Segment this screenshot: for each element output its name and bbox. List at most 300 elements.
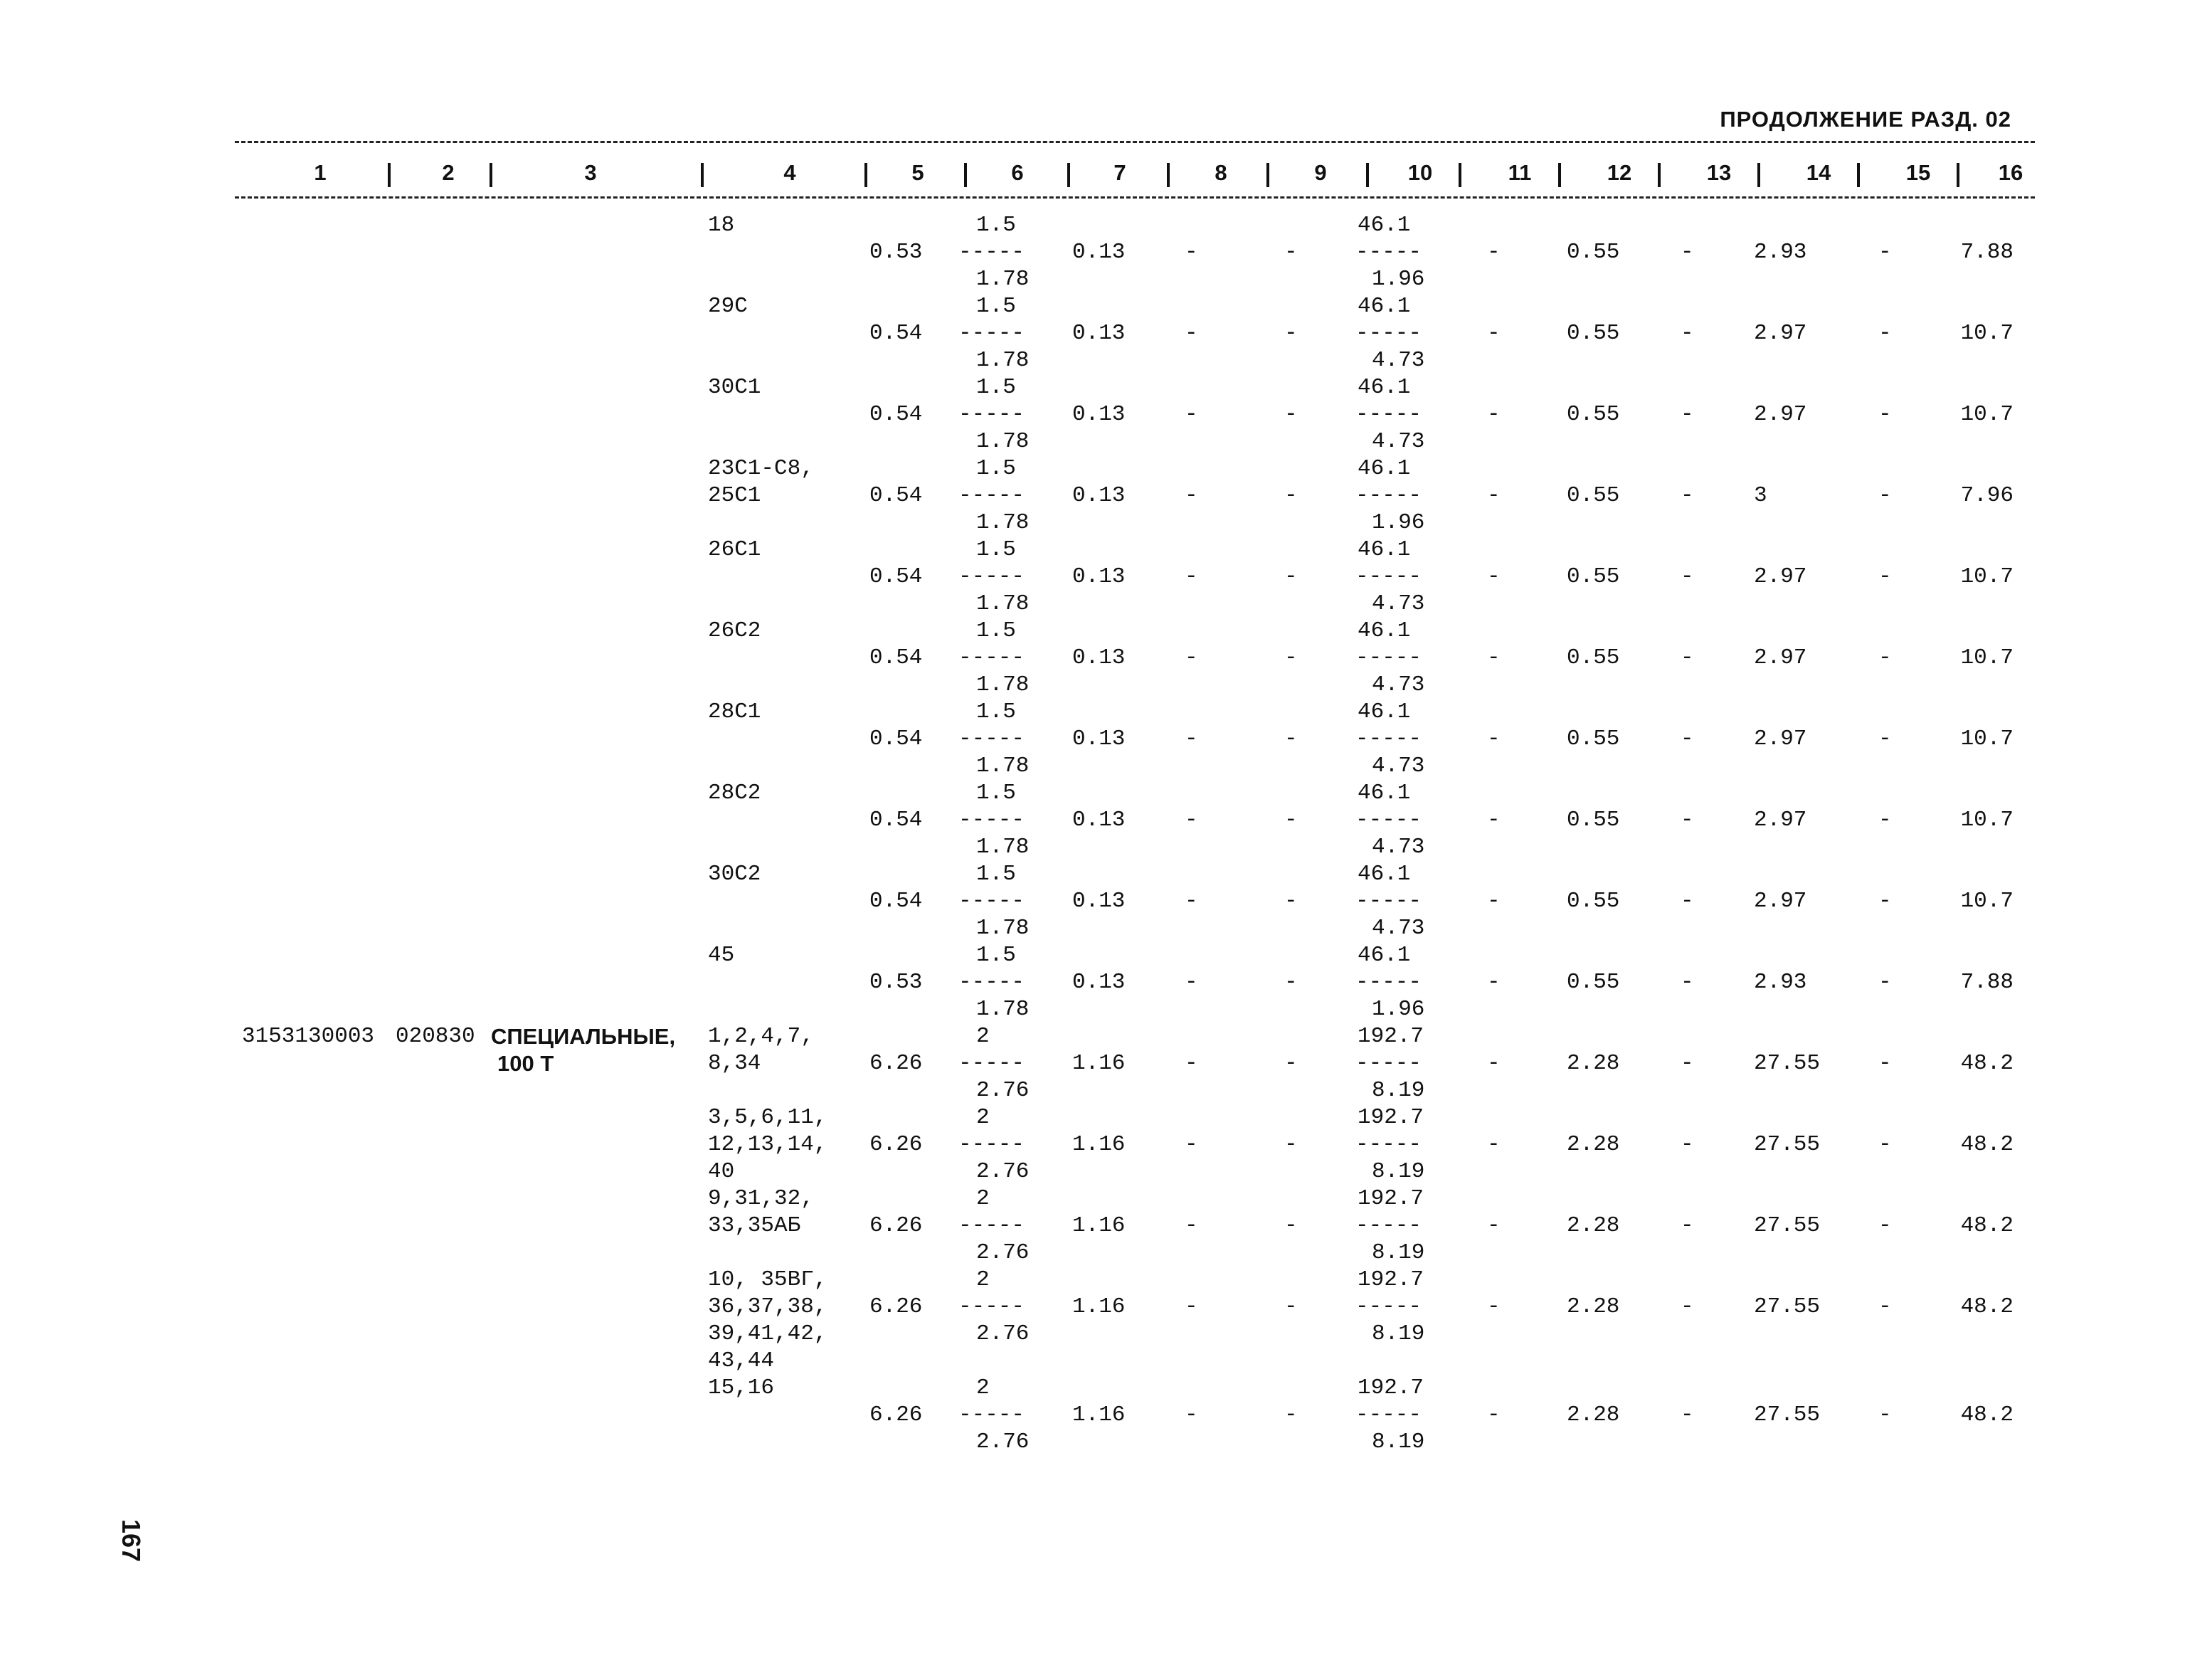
cell-col10-numerator: 192.7 (1358, 1267, 1424, 1292)
cell-col6-denominator: 2.76 (976, 1078, 1030, 1103)
cell-col14: 2.97 (1754, 564, 1807, 589)
cell-col13: - (1681, 727, 1694, 751)
cell-col10-fraction-bar: ----- (1355, 808, 1422, 833)
cell-col16: 48.2 (1960, 1294, 2014, 1319)
cell-col6-numerator: 2 (976, 1375, 990, 1400)
cell-col4-line: 26С1 (708, 537, 761, 562)
cell-col5: 6.26 (869, 1402, 923, 1427)
cell-col4-line: 23С1-С8, (708, 456, 814, 481)
cell-col7: 1.16 (1072, 1213, 1126, 1238)
cell-col10-denominator: 8.19 (1372, 1321, 1425, 1346)
cell-col6-denominator: 1.78 (976, 267, 1030, 292)
cell-col6-denominator: 2.76 (976, 1430, 1030, 1454)
cell-col7: 1.16 (1072, 1294, 1126, 1319)
column-header-row (235, 160, 2035, 191)
table-row (0, 1267, 2185, 1375)
cell-col7: 0.13 (1072, 321, 1126, 346)
cell-col13: - (1681, 970, 1694, 995)
cell-col9: - (1284, 1294, 1298, 1319)
cell-col10-denominator: 8.19 (1372, 1430, 1425, 1454)
column-separator (701, 163, 704, 187)
cell-col9: - (1284, 808, 1298, 833)
column-header-3: 3 (584, 160, 597, 185)
cell-col10-numerator: 46.1 (1358, 943, 1411, 968)
cell-col10-denominator: 4.73 (1372, 672, 1425, 697)
cell-col13: - (1681, 1051, 1694, 1076)
cell-col12: 2.28 (1567, 1132, 1620, 1157)
cell-col9: - (1284, 1132, 1298, 1157)
cell-col6-denominator: 1.78 (976, 997, 1030, 1022)
cell-col14: 3 (1754, 483, 1767, 508)
cell-col8: - (1185, 1402, 1198, 1427)
column-header-1: 1 (314, 160, 327, 185)
cell-col6-denominator: 1.78 (976, 672, 1030, 697)
cell-col7: 0.13 (1072, 564, 1126, 589)
column-separator (964, 163, 967, 187)
cell-col13: - (1681, 240, 1694, 265)
cell-col6-numerator: 1.5 (976, 943, 1016, 968)
column-header-9: 9 (1314, 160, 1327, 185)
cell-col7: 0.13 (1072, 402, 1126, 427)
cell-col6-fraction-bar: ----- (958, 1402, 1025, 1427)
cell-col14: 27.55 (1754, 1213, 1821, 1238)
cell-col7: 0.13 (1072, 970, 1126, 995)
cell-col11: - (1487, 970, 1501, 995)
column-header-16: 16 (1998, 160, 2023, 185)
cell-col10-denominator: 4.73 (1372, 591, 1425, 616)
header-bottom-rule (235, 196, 2035, 199)
cell-col8: - (1185, 808, 1198, 833)
cell-col14: 2.97 (1754, 645, 1807, 670)
cell-col11: - (1487, 1132, 1501, 1157)
cell-col11: - (1487, 889, 1501, 914)
column-separator (1366, 163, 1369, 187)
column-separator (1957, 163, 1959, 187)
cell-col16: 7.88 (1960, 970, 2014, 995)
cell-col5: 0.54 (869, 889, 923, 914)
cell-col9: - (1284, 727, 1298, 751)
cell-col6-denominator: 1.78 (976, 348, 1030, 373)
cell-col15: - (1878, 240, 1892, 265)
cell-col4-line: 25С1 (708, 483, 761, 508)
column-separator (490, 163, 492, 187)
cell-col9: - (1284, 240, 1298, 265)
cell-col6-numerator: 1.5 (976, 862, 1016, 887)
table-row (0, 780, 2185, 861)
cell-col15: - (1878, 727, 1892, 751)
cell-col15: - (1878, 1132, 1892, 1157)
cell-col9: - (1284, 1051, 1298, 1076)
column-header-11: 11 (1508, 160, 1532, 185)
cell-col15: - (1878, 1213, 1892, 1238)
cell-col16: 7.96 (1960, 483, 2014, 508)
cell-col4-line: 1,2,4,7, (708, 1024, 814, 1049)
cell-col8: - (1185, 1213, 1198, 1238)
cell-col10-numerator: 192.7 (1358, 1105, 1424, 1130)
cell-col10-numerator: 46.1 (1358, 213, 1411, 238)
cell-col6-fraction-bar: ----- (958, 483, 1025, 508)
cell-col10-numerator: 192.7 (1358, 1024, 1424, 1049)
cell-col12: 0.55 (1567, 402, 1620, 427)
cell-col6-numerator: 2 (976, 1105, 990, 1130)
cell-col7: 0.13 (1072, 727, 1126, 751)
page-number: 167 (117, 1519, 146, 1563)
cell-col6-denominator: 2.76 (976, 1159, 1030, 1184)
cell-col5: 0.53 (869, 970, 923, 995)
cell-col6-numerator: 2 (976, 1024, 990, 1049)
cell-col13: - (1681, 402, 1694, 427)
cell-col4-line: 28С1 (708, 699, 761, 724)
cell-col10-denominator: 4.73 (1372, 754, 1425, 778)
cell-col16: 48.2 (1960, 1051, 2014, 1076)
cell-col10-fraction-bar: ----- (1355, 564, 1422, 589)
cell-col15: - (1878, 808, 1892, 833)
cell-col15: - (1878, 1402, 1892, 1427)
cell-col14: 27.55 (1754, 1051, 1821, 1076)
cell-col4-line: 30С1 (708, 375, 761, 400)
table-row (0, 1185, 2185, 1267)
column-header-5: 5 (911, 160, 924, 185)
cell-col9: - (1284, 1402, 1298, 1427)
column-separator (1459, 163, 1461, 187)
cell-col8: - (1185, 321, 1198, 346)
cell-col11: - (1487, 1294, 1501, 1319)
cell-col6-fraction-bar: ----- (958, 402, 1025, 427)
cell-col15: - (1878, 1294, 1892, 1319)
cell-col14: 2.97 (1754, 402, 1807, 427)
cell-col12: 0.55 (1567, 645, 1620, 670)
cell-col5: 0.54 (869, 645, 923, 670)
table-row (0, 861, 2185, 942)
cell-col6-fraction-bar: ----- (958, 1051, 1025, 1076)
table-row (0, 942, 2185, 1023)
cell-col14: 2.97 (1754, 727, 1807, 751)
cell-col7: 0.13 (1072, 645, 1126, 670)
cell-col10-numerator: 46.1 (1358, 537, 1411, 562)
column-header-12: 12 (1607, 160, 1632, 185)
cell-col4-line: 26С2 (708, 618, 761, 643)
cell-col16: 10.7 (1960, 402, 2014, 427)
cell-col16: 10.7 (1960, 727, 2014, 751)
table-row (0, 1104, 2185, 1185)
cell-col15: - (1878, 1051, 1892, 1076)
cell-col6-denominator: 1.78 (976, 429, 1030, 454)
cell-col8: - (1185, 889, 1198, 914)
cell-col10-fraction-bar: ----- (1355, 483, 1422, 508)
cell-col5: 0.54 (869, 808, 923, 833)
cell-col14: 2.97 (1754, 889, 1807, 914)
cell-col6-fraction-bar: ----- (958, 240, 1025, 265)
cell-col8: - (1185, 1294, 1198, 1319)
cell-col6-fraction-bar: ----- (958, 727, 1025, 751)
cell-col12: 0.55 (1567, 727, 1620, 751)
cell-col10-numerator: 46.1 (1358, 294, 1411, 319)
column-separator (864, 163, 867, 187)
cell-col15: - (1878, 402, 1892, 427)
cell-col3-line: 100 Т (497, 1051, 554, 1076)
column-header-6: 6 (1011, 160, 1024, 185)
cell-col10-denominator: 8.19 (1372, 1078, 1425, 1103)
cell-col6-fraction-bar: ----- (958, 1132, 1025, 1157)
cell-col16: 48.2 (1960, 1213, 2014, 1238)
cell-col5: 0.53 (869, 240, 923, 265)
table-row (0, 1023, 2185, 1104)
cell-col6-denominator: 2.76 (976, 1321, 1030, 1346)
cell-col16: 48.2 (1960, 1132, 2014, 1157)
cell-col11: - (1487, 1402, 1501, 1427)
section-title: ПРОДОЛЖЕНИЕ РАЗД. 02 (1720, 107, 2011, 132)
cell-col10-numerator: 46.1 (1358, 456, 1411, 481)
cell-col11: - (1487, 483, 1501, 508)
cell-col9: - (1284, 1213, 1298, 1238)
table-body (0, 212, 2185, 1456)
cell-col6-numerator: 1.5 (976, 618, 1016, 643)
cell-col10-fraction-bar: ----- (1355, 727, 1422, 751)
cell-col12: 0.55 (1567, 889, 1620, 914)
cell-col8: - (1185, 1132, 1198, 1157)
table-row (0, 537, 2185, 618)
cell-col11: - (1487, 808, 1501, 833)
cell-col13: - (1681, 321, 1694, 346)
cell-col10-denominator: 4.73 (1372, 916, 1425, 941)
cell-col4-line: 30С2 (708, 862, 761, 887)
cell-col6-numerator: 1.5 (976, 699, 1016, 724)
cell-col5: 0.54 (869, 727, 923, 751)
cell-col4-line: 3,5,6,11, (708, 1105, 827, 1130)
cell-col16: 48.2 (1960, 1402, 2014, 1427)
column-separator (1266, 163, 1269, 187)
cell-col11: - (1487, 727, 1501, 751)
cell-col10-denominator: 4.73 (1372, 835, 1425, 860)
column-header-15: 15 (1905, 160, 1931, 185)
cell-col5: 6.26 (869, 1213, 923, 1238)
cell-col4-line: 43,44 (708, 1348, 775, 1373)
cell-col10-fraction-bar: ----- (1355, 1132, 1422, 1157)
cell-col12: 0.55 (1567, 483, 1620, 508)
cell-col5: 0.54 (869, 483, 923, 508)
cell-col14: 2.93 (1754, 970, 1807, 995)
header-top-rule (235, 141, 2035, 143)
cell-col10-numerator: 46.1 (1358, 618, 1411, 643)
cell-col10-fraction-bar: ----- (1355, 1051, 1422, 1076)
column-header-8: 8 (1215, 160, 1227, 185)
cell-col10-numerator: 192.7 (1358, 1186, 1424, 1211)
cell-col12: 0.55 (1567, 970, 1620, 995)
cell-col7: 0.13 (1072, 240, 1126, 265)
cell-col13: - (1681, 564, 1694, 589)
cell-col4-line: 40 (708, 1159, 735, 1184)
column-header-10: 10 (1407, 160, 1433, 185)
cell-col13: - (1681, 645, 1694, 670)
cell-col6-denominator: 1.78 (976, 916, 1030, 941)
column-separator (1857, 163, 1860, 187)
cell-col14: 2.97 (1754, 808, 1807, 833)
cell-col12: 2.28 (1567, 1402, 1620, 1427)
cell-col11: - (1487, 402, 1501, 427)
cell-col15: - (1878, 321, 1892, 346)
cell-col10-fraction-bar: ----- (1355, 402, 1422, 427)
cell-col6-numerator: 2 (976, 1186, 990, 1211)
table-row (0, 212, 2185, 293)
cell-col15: - (1878, 564, 1892, 589)
cell-col9: - (1284, 645, 1298, 670)
cell-col4-line: 29С (708, 294, 748, 319)
cell-col4-line: 18 (708, 213, 735, 238)
cell-col6-fraction-bar: ----- (958, 645, 1025, 670)
cell-col10-denominator: 8.19 (1372, 1159, 1425, 1184)
cell-col10-fraction-bar: ----- (1355, 1213, 1422, 1238)
column-header-7: 7 (1113, 160, 1126, 185)
cell-col5: 6.26 (869, 1132, 923, 1157)
cell-col10-fraction-bar: ----- (1355, 1294, 1422, 1319)
cell-col11: - (1487, 645, 1501, 670)
cell-col8: - (1185, 564, 1198, 589)
column-separator (388, 163, 391, 187)
table-row (0, 618, 2185, 699)
cell-col16: 10.7 (1960, 889, 2014, 914)
cell-col6-fraction-bar: ----- (958, 889, 1025, 914)
column-separator (1558, 163, 1561, 187)
cell-col13: - (1681, 1294, 1694, 1319)
cell-col6-denominator: 1.78 (976, 510, 1030, 535)
cell-col5: 6.26 (869, 1294, 923, 1319)
cell-col4-line: 45 (708, 943, 735, 968)
cell-col14: 27.55 (1754, 1132, 1821, 1157)
cell-col10-fraction-bar: ----- (1355, 240, 1422, 265)
cell-col10-numerator: 192.7 (1358, 1375, 1424, 1400)
cell-col11: - (1487, 564, 1501, 589)
cell-col9: - (1284, 321, 1298, 346)
cell-col10-fraction-bar: ----- (1355, 645, 1422, 670)
cell-col10-fraction-bar: ----- (1355, 889, 1422, 914)
cell-col10-fraction-bar: ----- (1355, 970, 1422, 995)
cell-col9: - (1284, 564, 1298, 589)
table-row (0, 293, 2185, 374)
cell-col14: 2.97 (1754, 321, 1807, 346)
cell-col13: - (1681, 1213, 1694, 1238)
table-row (0, 699, 2185, 780)
cell-col13: - (1681, 1402, 1694, 1427)
cell-col9: - (1284, 970, 1298, 995)
cell-col6-denominator: 1.78 (976, 591, 1030, 616)
cell-col5: 0.54 (869, 564, 923, 589)
cell-col9: - (1284, 889, 1298, 914)
cell-col8: - (1185, 645, 1198, 670)
cell-col15: - (1878, 645, 1892, 670)
cell-col6-numerator: 1.5 (976, 375, 1016, 400)
cell-col6-fraction-bar: ----- (958, 564, 1025, 589)
cell-col8: - (1185, 240, 1198, 265)
cell-col5: 0.54 (869, 321, 923, 346)
cell-col16: 10.7 (1960, 645, 2014, 670)
cell-col12: 0.55 (1567, 240, 1620, 265)
cell-col8: - (1185, 402, 1198, 427)
cell-col4-line: 12,13,14, (708, 1132, 827, 1157)
cell-col16: 7.88 (1960, 240, 2014, 265)
cell-col6-denominator: 1.78 (976, 835, 1030, 860)
cell-col7: 0.13 (1072, 483, 1126, 508)
table-row (0, 1375, 2185, 1456)
column-separator (1167, 163, 1170, 187)
cell-col10-denominator: 8.19 (1372, 1240, 1425, 1265)
cell-col9: - (1284, 483, 1298, 508)
cell-col16: 10.7 (1960, 321, 2014, 346)
cell-col10-denominator: 1.96 (1372, 510, 1425, 535)
cell-col11: - (1487, 1213, 1501, 1238)
column-header-13: 13 (1706, 160, 1732, 185)
cell-col6-fraction-bar: ----- (958, 808, 1025, 833)
cell-col6-numerator: 1.5 (976, 213, 1016, 238)
cell-col8: - (1185, 1051, 1198, 1076)
cell-col9: - (1284, 402, 1298, 427)
cell-col5: 0.54 (869, 402, 923, 427)
table-row (0, 374, 2185, 455)
cell-col12: 0.55 (1567, 808, 1620, 833)
cell-col13: - (1681, 483, 1694, 508)
column-header-4: 4 (783, 160, 796, 185)
cell-col6-denominator: 2.76 (976, 1240, 1030, 1265)
cell-col6-numerator: 1.5 (976, 456, 1016, 481)
cell-col12: 2.28 (1567, 1294, 1620, 1319)
cell-col5: 6.26 (869, 1051, 923, 1076)
cell-col16: 10.7 (1960, 564, 2014, 589)
cell-col10-denominator: 4.73 (1372, 348, 1425, 373)
cell-col8: - (1185, 483, 1198, 508)
cell-col4-line: 28С2 (708, 781, 761, 805)
cell-col6-numerator: 1.5 (976, 537, 1016, 562)
cell-col4-line: 15,16 (708, 1375, 775, 1400)
cell-col6-numerator: 2 (976, 1267, 990, 1292)
column-header-2: 2 (442, 160, 455, 185)
cell-col10-fraction-bar: ----- (1355, 1402, 1422, 1427)
cell-col4-line: 33,35АБ (708, 1213, 801, 1238)
cell-col8: - (1185, 970, 1198, 995)
cell-col14: 2.93 (1754, 240, 1807, 265)
cell-col8: - (1185, 727, 1198, 751)
cell-col4-line: 10, 35ВГ, (708, 1267, 827, 1292)
column-header-14: 14 (1806, 160, 1831, 185)
cell-col12: 0.55 (1567, 321, 1620, 346)
cell-col13: - (1681, 808, 1694, 833)
cell-col10-fraction-bar: ----- (1355, 321, 1422, 346)
cell-col10-denominator: 1.96 (1372, 997, 1425, 1022)
cell-col2: 020830 (396, 1024, 475, 1049)
cell-col3-line: СПЕЦИАЛЬНЫЕ, (491, 1024, 676, 1049)
cell-col6-denominator: 1.78 (976, 754, 1030, 778)
cell-col1: 3153130003 (242, 1024, 375, 1049)
cell-col10-denominator: 4.73 (1372, 429, 1425, 454)
cell-col13: - (1681, 1132, 1694, 1157)
cell-col10-numerator: 46.1 (1358, 699, 1411, 724)
cell-col6-fraction-bar: ----- (958, 970, 1025, 995)
cell-col6-fraction-bar: ----- (958, 321, 1025, 346)
cell-col12: 2.28 (1567, 1213, 1620, 1238)
cell-col11: - (1487, 240, 1501, 265)
cell-col7: 1.16 (1072, 1051, 1126, 1076)
cell-col12: 0.55 (1567, 564, 1620, 589)
table-row (0, 455, 2185, 537)
cell-col10-numerator: 46.1 (1358, 862, 1411, 887)
cell-col4-line: 36,37,38, (708, 1294, 827, 1319)
cell-col11: - (1487, 1051, 1501, 1076)
cell-col6-fraction-bar: ----- (958, 1213, 1025, 1238)
cell-col14: 27.55 (1754, 1294, 1821, 1319)
column-separator (1658, 163, 1661, 187)
cell-col4-line: 39,41,42, (708, 1321, 827, 1346)
cell-col10-numerator: 46.1 (1358, 781, 1411, 805)
cell-col14: 27.55 (1754, 1402, 1821, 1427)
cell-col15: - (1878, 483, 1892, 508)
